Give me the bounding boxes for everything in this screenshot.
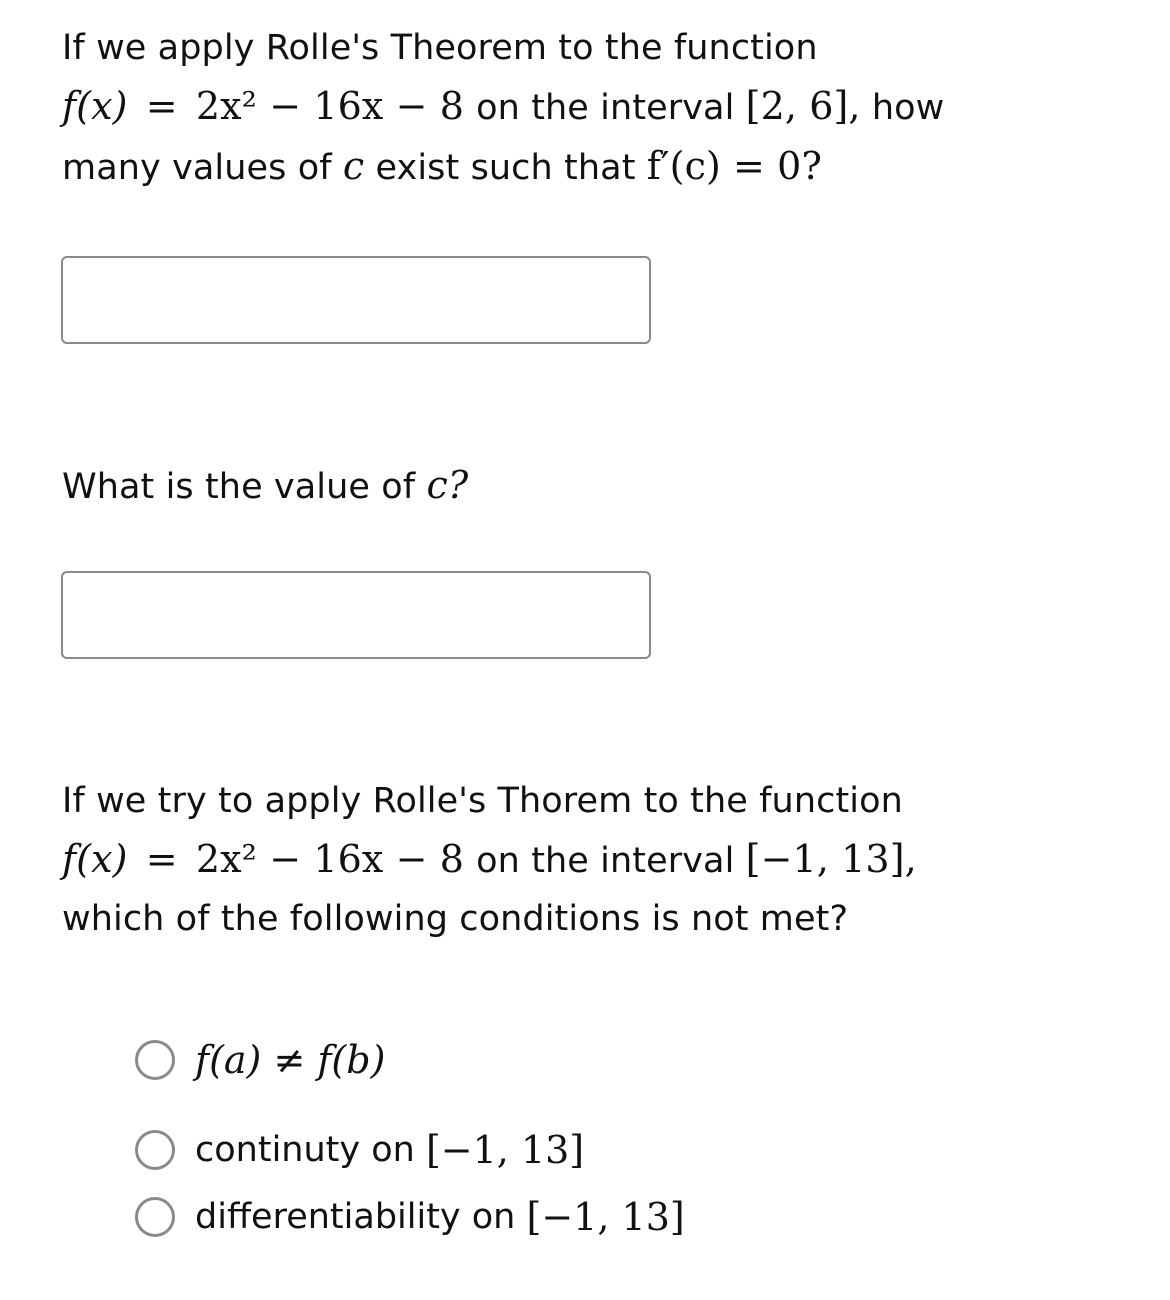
equals-sign: = [145,84,178,128]
answer-1-input[interactable] [61,256,651,344]
function-lhs: f(x) [62,84,128,128]
radio-button-icon[interactable] [135,1197,175,1237]
variable-c: c [342,144,365,188]
question-3-interval: [−1, 13], [745,837,917,881]
question-1-on-interval: on the interval [476,88,735,128]
question-1-condition: f′(c) = 0? [646,144,822,188]
equals-sign: = [145,837,178,881]
question-1-many-values: many values of [62,148,332,188]
question-1-text [62,19,1142,197]
option-differentiability[interactable] [135,1193,685,1241]
question-1-how: how [871,88,945,128]
option-1-math: f(a) ≠ f(b) [195,1038,386,1082]
option-continuity[interactable] [135,1126,584,1174]
question-1-exist-such-that: exist such that [375,148,636,188]
variable-c: c? [426,463,469,507]
question-1-interval: [2, 6], [745,84,861,128]
question-3-prefix: If we try to apply Rolle's Thorem to the function [62,781,903,821]
question-3-suffix: which of the following conditions is not met? [62,899,849,939]
option-3-interval: [−1, 13] [526,1195,685,1239]
answer-2-input[interactable] [61,571,651,659]
question-3-text [62,772,1142,948]
question-2-prefix: What is the value of [62,467,416,507]
function-rhs: 2x² − 16x − 8 [195,84,464,128]
question-1-function-expression [62,84,476,128]
question-1-prefix: If we apply Rolle's Theorem to the function [62,28,818,68]
option-3-label: differentiability on [195,1197,516,1237]
option-2-label: continuty on [195,1130,415,1170]
function-lhs: f(x) [62,837,128,881]
question-2-text [62,456,468,516]
option-2-interval: [−1, 13] [425,1128,585,1172]
function-rhs: 2x² − 16x − 8 [195,837,464,881]
radio-button-icon[interactable] [135,1040,175,1080]
question-3-function-expression [62,837,476,881]
question-3-on-interval: on the interval [476,841,735,881]
option-f-a-not-equal-f-b[interactable] [135,1036,385,1084]
radio-button-icon[interactable] [135,1130,175,1170]
